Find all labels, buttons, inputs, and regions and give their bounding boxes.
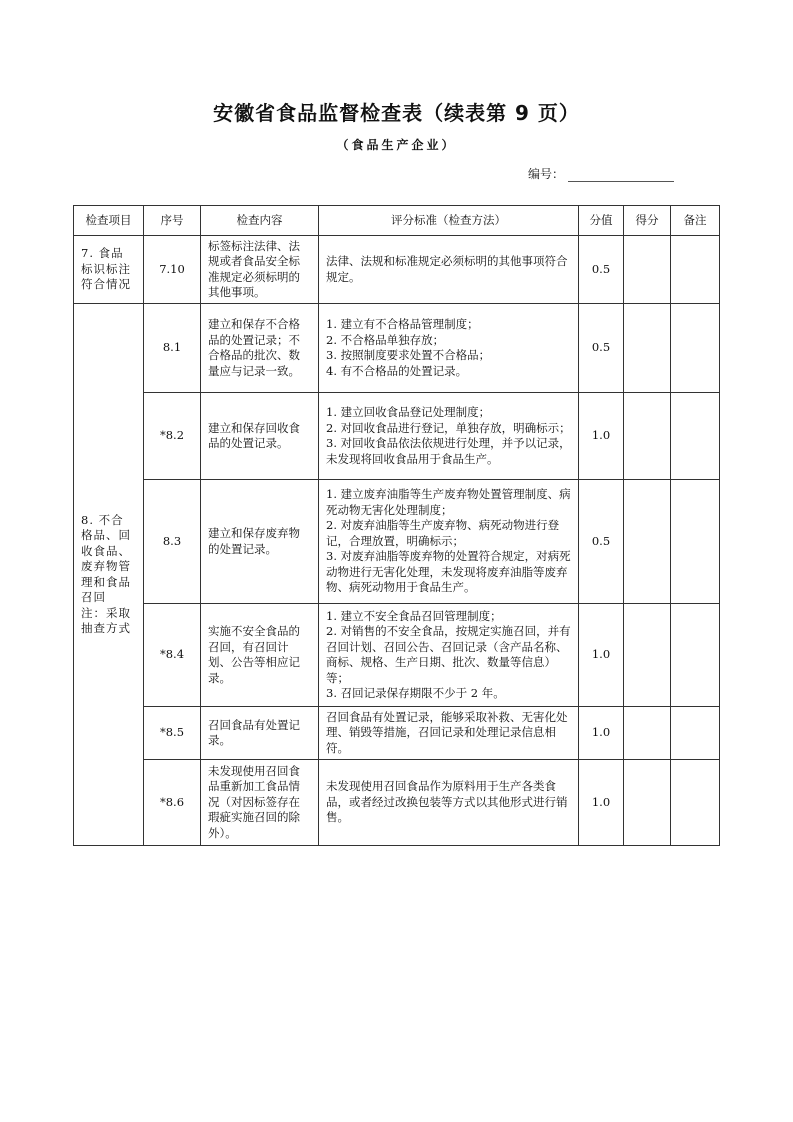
inspection-content: 建立和保存不合格品的处置记录；不合格品的批次、数量应与记录一致。 bbox=[201, 304, 319, 393]
note-cell[interactable] bbox=[671, 760, 720, 846]
scoring-criteria: 未发现使用召回食品作为原料用于生产各类食品，或者经过改换包装等方式以其他形式进行销售。 bbox=[319, 760, 579, 846]
score-value: 0.5 bbox=[579, 304, 624, 393]
item-number: *8.5 bbox=[144, 707, 201, 760]
column-header-no: 序号 bbox=[144, 206, 201, 236]
score-value: 1.0 bbox=[579, 760, 624, 846]
serial-number-blank[interactable] bbox=[568, 169, 674, 182]
note-cell[interactable] bbox=[671, 604, 720, 707]
score-obtained-cell[interactable] bbox=[624, 480, 671, 604]
table-row bbox=[74, 480, 720, 604]
table-row bbox=[74, 393, 720, 480]
score-obtained-cell[interactable] bbox=[624, 604, 671, 707]
inspection-content: 未发现使用召回食品重新加工食品情况（对因标签存在瑕疵实施召回的除外）。 bbox=[201, 760, 319, 846]
score-obtained-cell[interactable] bbox=[624, 236, 671, 304]
score-value: 1.0 bbox=[579, 393, 624, 480]
item-number: 8.1 bbox=[144, 304, 201, 393]
score-obtained-cell[interactable] bbox=[624, 393, 671, 480]
inspection-content: 建立和保存回收食品的处置记录。 bbox=[201, 393, 319, 480]
inspection-table bbox=[73, 205, 720, 846]
inspection-content: 实施不安全食品的召回，有召回计划、公告等相应记录。 bbox=[201, 604, 319, 707]
scoring-criteria: 1. 建立不安全食品召回管理制度； 2. 对销售的不安全食品，按规定实施召回，并有召回计划、召回公告、召回记录（含产品名称、商标、规格、生产日期、批次、数量等信息）等； 3. 召回记录保存期限不少于 2 年。 bbox=[319, 604, 579, 707]
note-cell[interactable] bbox=[671, 236, 720, 304]
column-header-got: 得分 bbox=[624, 206, 671, 236]
score-value: 1.0 bbox=[579, 604, 624, 707]
score-obtained-cell[interactable] bbox=[624, 707, 671, 760]
serial-number-label: 编号： bbox=[528, 167, 565, 181]
inspection-content: 建立和保存废弃物的处置记录。 bbox=[201, 480, 319, 604]
score-value: 0.5 bbox=[579, 480, 624, 604]
category-cell: 7. 食品标识标注符合情况 bbox=[74, 236, 144, 304]
table-row bbox=[74, 760, 720, 846]
scoring-criteria: 法律、法规和标准规定必须标明的其他事项符合规定。 bbox=[319, 236, 579, 304]
column-header-criteria: 评分标准（检查方法） bbox=[319, 206, 579, 236]
note-cell[interactable] bbox=[671, 304, 720, 393]
table-row bbox=[74, 604, 720, 707]
score-obtained-cell[interactable] bbox=[624, 304, 671, 393]
table-row bbox=[74, 707, 720, 760]
table-row bbox=[74, 236, 720, 304]
score-value: 1.0 bbox=[579, 707, 624, 760]
scoring-criteria: 召回食品有处置记录，能够采取补救、无害化处理、销毁等措施，召回记录和处理记录信息相符。 bbox=[319, 707, 579, 760]
page-title: 安徽省食品监督检查表（续表第 9 页） bbox=[213, 101, 580, 125]
item-number: 7.10 bbox=[144, 236, 201, 304]
item-number: *8.6 bbox=[144, 760, 201, 846]
scoring-criteria: 1. 建立有不合格品管理制度； 2. 不合格品单独存放； 3. 按照制度要求处置不合格品； 4. 有不合格品的处置记录。 bbox=[319, 304, 579, 393]
column-header-content: 检查内容 bbox=[201, 206, 319, 236]
note-cell[interactable] bbox=[671, 707, 720, 760]
score-obtained-cell[interactable] bbox=[624, 760, 671, 846]
column-header-score: 分值 bbox=[579, 206, 624, 236]
scoring-criteria: 1. 建立回收食品登记处理制度； 2. 对回收食品进行登记，单独存放，明确标示； 3. 对回收食品依法依规进行处理，并予以记录，未发现将回收食品用于食品生产。 bbox=[319, 393, 579, 480]
table-row bbox=[74, 304, 720, 393]
item-number: *8.4 bbox=[144, 604, 201, 707]
scoring-criteria: 1. 建立废弃油脂等生产废弃物处置管理制度、病死动物无害化处理制度； 2. 对废弃油脂等生产废弃物、病死动物进行登记，合理放置，明确标示； 3. 对废弃油脂等废弃物的处置符合规定，对病死动物进行无害化处理，未发现将废弃油脂等废弃物、病死动物用于食品生产。 bbox=[319, 480, 579, 604]
note-cell[interactable] bbox=[671, 480, 720, 604]
score-value: 0.5 bbox=[579, 236, 624, 304]
column-header-note: 备注 bbox=[671, 206, 720, 236]
item-number: *8.2 bbox=[144, 393, 201, 480]
item-number: 8.3 bbox=[144, 480, 201, 604]
table-header-row bbox=[74, 206, 720, 236]
column-header-item: 检查项目 bbox=[74, 206, 144, 236]
serial-number-field bbox=[528, 165, 674, 182]
category-cell: 8. 不合格品、回收食品、废弃物管理和食品召回 注：采取抽查方式 bbox=[74, 304, 144, 846]
inspection-content: 标签标注法律、法规或者食品安全标准规定必须标明的其他事项。 bbox=[201, 236, 319, 304]
page-subtitle: （食品生产企业） bbox=[336, 138, 457, 152]
note-cell[interactable] bbox=[671, 393, 720, 480]
inspection-content: 召回食品有处置记录。 bbox=[201, 707, 319, 760]
